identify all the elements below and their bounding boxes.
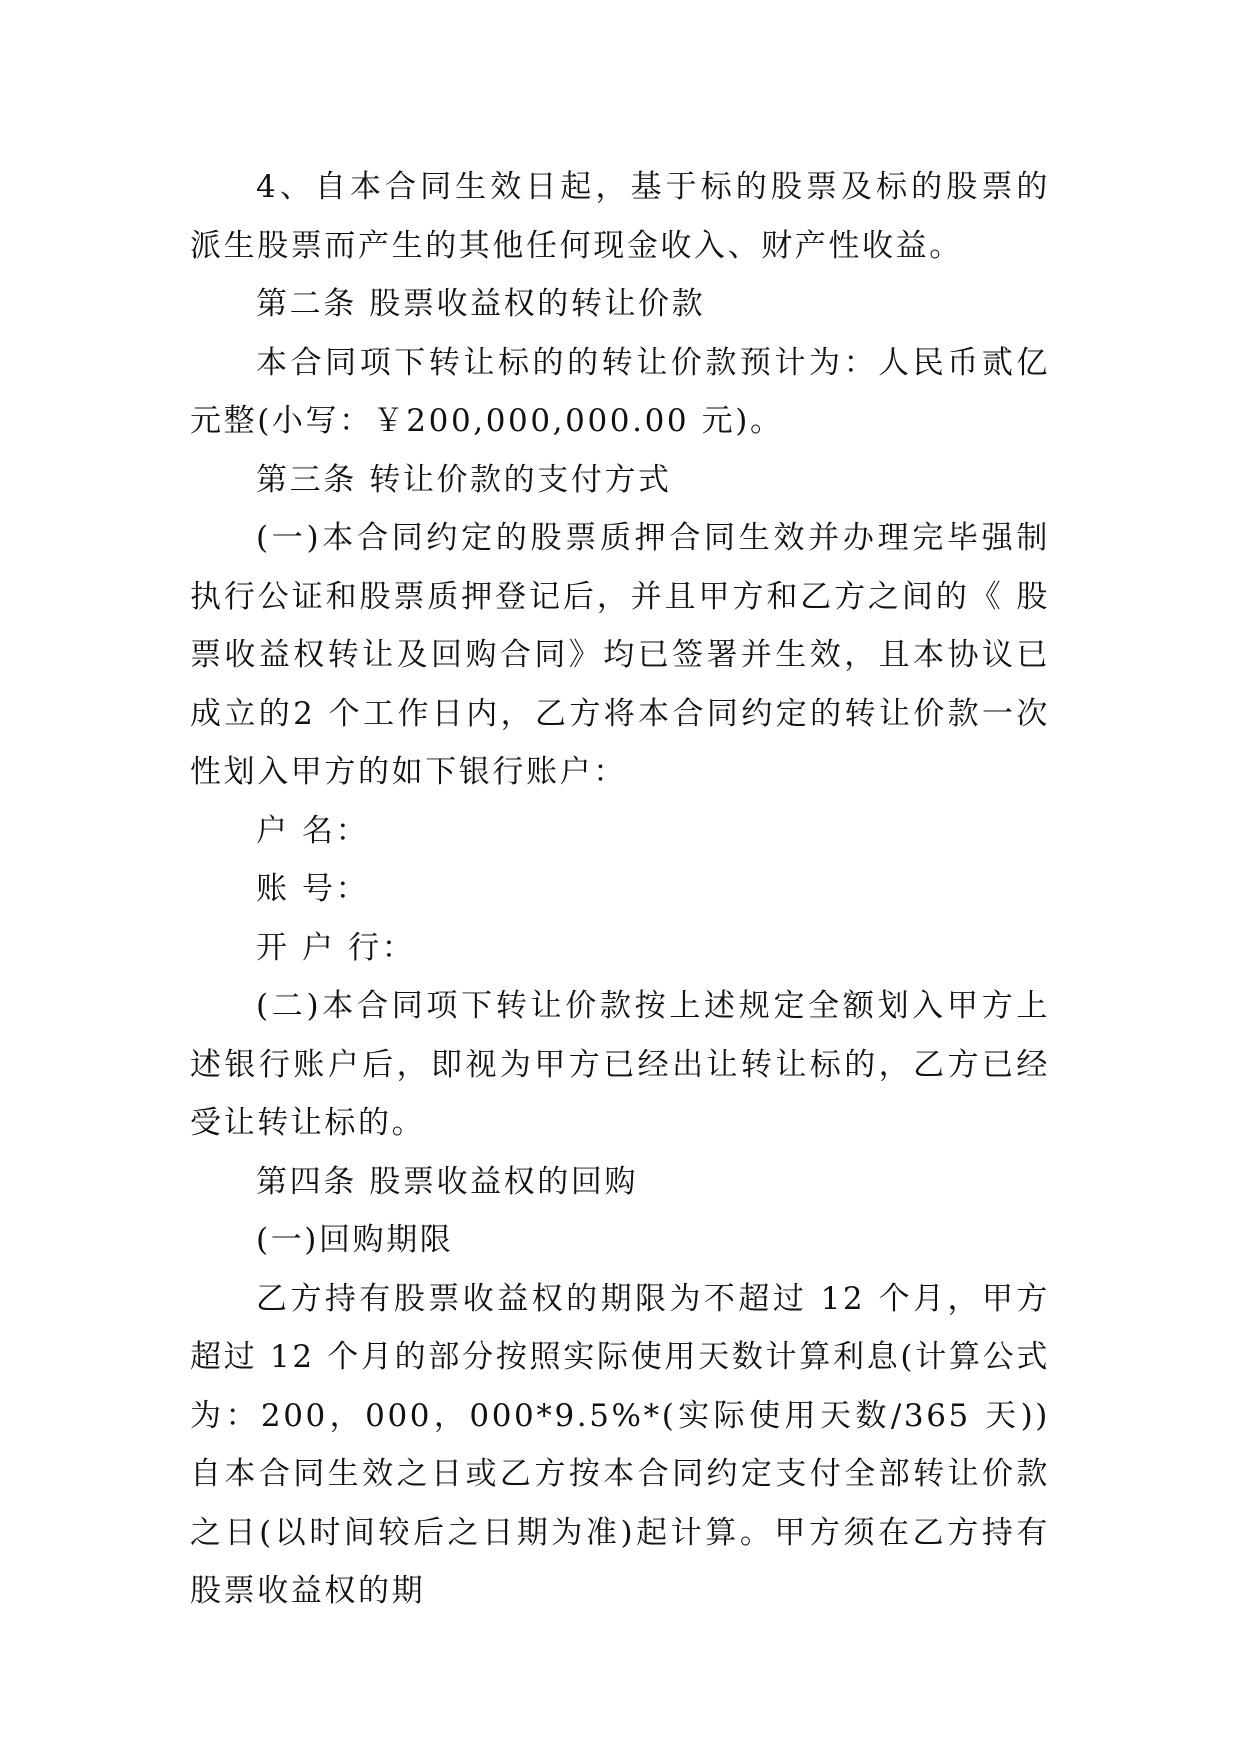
payment-clause-2: (二)本合同项下转让价款按上述规定全额划入甲方上述银行账户后，即视为甲方已经出让转让标的，乙方已经受让转让标的。 [190,988,1050,1141]
repurchase-term-paragraph: 乙方持有股票收益权的期限为不超过 12 个月，甲方超过 12 个月的部分按照实际使用天数计算利息(计算公式为：200，000，000*9.5%*(实际使用天数/365 天))自本合同生效之日或乙方按本合同约定支付全部转让价款之日(以时间较后之日期为准)起计算。甲方须在乙方持有股票收益权的期 [190,1280,1050,1609]
article-2-heading: 第二条 股票收益权的转让价款 [256,286,706,322]
article-4-heading: 第四条 股票收益权的回购 [256,1163,639,1200]
article-3-heading: 第三条 转让价款的支付方式 [256,461,672,498]
transfer-price-paragraph: 本合同项下转让标的的转让价款预计为：人民币贰亿元整(小写：￥200,000,000.00 元)。 [190,344,1050,439]
document-body [190,158,1050,1621]
account-name-field: 户 名： [256,812,370,849]
payment-clause-1: (一)本合同约定的股票质押合同生效并办理完毕强制执行公证和股票质押登记后，并且甲方和乙方之间的《 股票收益权转让及回购合同》均已签署并生效，且本协议已成立的2 个工作日内，乙方将本合同约定的转让价款一次性划入甲方的如下银行账户： [190,520,1050,790]
repurchase-term-heading: (一)回购期限 [256,1222,454,1258]
bank-branch-field: 开 户 行： [256,929,416,966]
account-number-field: 账 号： [256,871,370,907]
paragraph-item-4: 4、自本合同生效日起，基于标的股票及标的股票的派生股票而产生的其他任何现金收入、财产性收益。 [190,169,1050,264]
